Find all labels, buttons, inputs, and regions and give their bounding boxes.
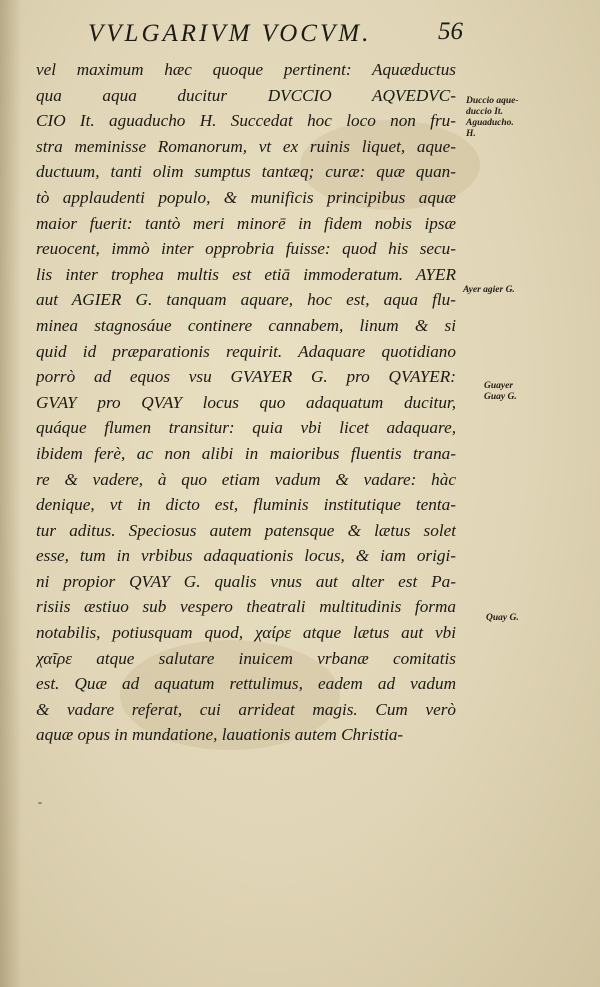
text-line: porrò ad equos vsu GVAYER G. pro QVAYER:	[36, 367, 456, 387]
text-line: esse, tum in vrbibus adaquationis locus, & iam origi-	[36, 546, 456, 566]
text-line: denique, vt in dicto est, fluminis institutique tenta-	[36, 495, 456, 515]
text-line: ductuum, tanti olim sumptus tantæq; curæ: quæ quan-	[36, 162, 456, 182]
margin-note-line: Guayer	[484, 381, 514, 391]
text-line: tò applaudenti populo, & munificis principibus aquæ	[36, 187, 456, 207]
text-line: quáque flumen transitur: quia vbi licet adaquare,	[36, 418, 456, 438]
text-line: risiis æstiuo sub vespero theatrali multitudinis forma	[36, 597, 456, 617]
margin-note-line: Ayer agier G.	[463, 285, 515, 295]
text-line: notabilis, potiusquam quod, χαίρε atque lætus aut vbi	[36, 623, 456, 643]
text-line: stra meminisse Romanorum, vt ex ruinis liquet, aque-	[36, 136, 456, 156]
text-line: ibidem ferè, ac non alibi in maioribus fluentis trana-	[36, 443, 456, 463]
stray-mark: -	[38, 795, 42, 809]
gutter-shadow	[0, 0, 22, 987]
text-line: tur aditus. Speciosus autem patensque & lætus solet	[36, 520, 456, 540]
text-line: aquæ opus in mundatione, lauationis autem Christia-	[36, 725, 404, 745]
margin-note-line: duccio It.	[466, 107, 503, 117]
text-line: quid id præparationis requirit. Adaquare quotidiano	[36, 341, 456, 361]
text-line: re & vadere, à quo etiam vadum & vadare: hàc	[36, 469, 456, 489]
margin-note-line: Duccio aque-	[466, 96, 519, 106]
body-text	[36, 57, 456, 748]
text-line: est. Quæ ad aquatum rettulimus, eadem ad vadum	[36, 674, 456, 694]
margin-note-line: H.	[466, 129, 476, 139]
text-line: aut AGIER G. tanquam aquare, hoc est, aqua flu-	[36, 290, 456, 310]
text-line: vel maximum hæc quoque pertinent: Aquæductus	[36, 60, 456, 79]
margin-note-line: Quay G.	[486, 613, 519, 623]
text-line: & vadare referat, cui arrideat magis. Cum verò	[36, 699, 456, 719]
margin-note-line: Aguaducho.	[466, 118, 514, 128]
margin-note-duccio	[466, 96, 536, 140]
text-line: ni propior QVAY G. qualis vnus aut alter est Pa-	[36, 571, 456, 591]
margin-note-ayer	[463, 285, 543, 296]
text-line: lis inter trophea multis est etiā immoderatum. AYER	[36, 264, 456, 284]
running-head: VVLGARIVM VOCVM.	[88, 20, 372, 47]
text-line: χαῖρε atque salutare inuicem vrbanæ comitatis	[36, 648, 456, 668]
page-number: 56	[438, 18, 463, 45]
margin-note-guayer	[484, 381, 534, 403]
text-line: maior fuerit: tantò meri minorē in fidem nobis ipsæ	[36, 213, 456, 233]
text-line: reuocent, immò inter opprobria fuisse: quod his secu-	[36, 239, 456, 259]
text-line: minea stagnosáue continere cannabem, linum & si	[36, 315, 456, 335]
margin-note-line: Guay G.	[484, 392, 517, 402]
text-line: qua aqua ducitur DVCCIO AQVEDVC-	[36, 85, 456, 105]
margin-note-quay	[486, 613, 536, 624]
text-line: CIO It. aguaducho H. Succedat hoc loco non fru-	[36, 111, 456, 131]
text-line: GVAY pro QVAY locus quo adaquatum ducitur,	[36, 392, 456, 412]
